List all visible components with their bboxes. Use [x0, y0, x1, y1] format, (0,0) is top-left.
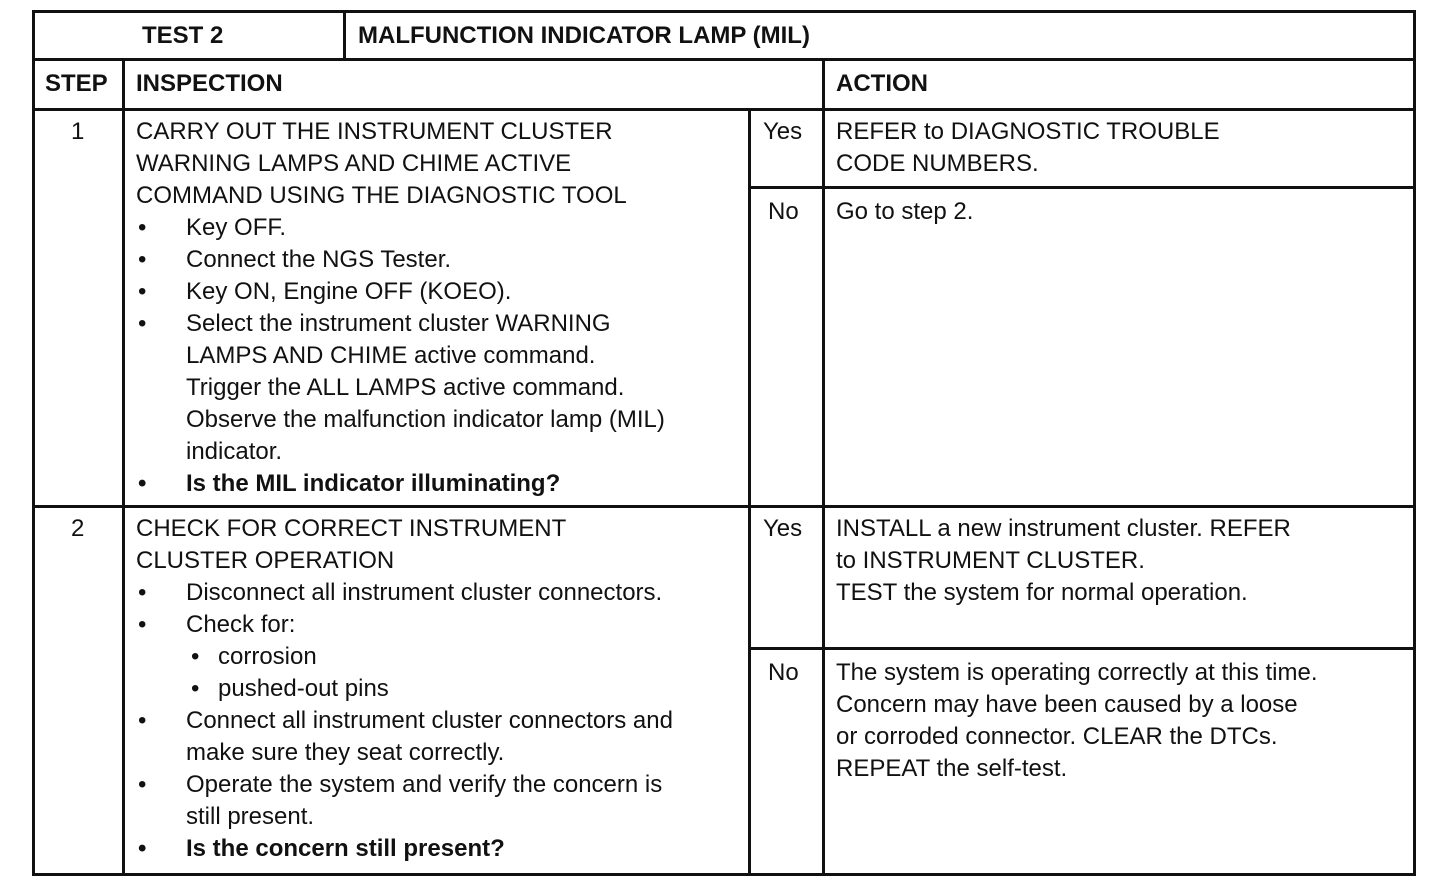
step1-no-action: Go to step 2. — [836, 198, 974, 225]
step2-no-action: The system is operating correctly at this time. Concern may have been caused by a loose or corroded connector. CLEAR the DTCs. REPEAT the self-test. — [836, 659, 1318, 782]
step-title-line: WARNING LAMPS AND CHIME ACTIVE — [136, 150, 572, 177]
bullet-item: • Connect all instrument cluster connectors and make sure they seat correctly. — [136, 705, 673, 769]
sub-bullet-item: • corrosion — [136, 641, 673, 673]
step1-no-action-cell — [822, 186, 1416, 508]
bullet-item: • Check for: — [136, 609, 673, 641]
step-title-line: CLUSTER OPERATION — [136, 547, 395, 574]
step1-inspection — [136, 116, 665, 500]
step2-number: 2 — [71, 515, 85, 542]
bullet-item: • Select the instrument cluster WARNING LAMPS AND CHIME active command. Trigger the ALL LAMPS active command. Observe the malfunction indicator lamp (MIL) indicator. — [136, 308, 665, 468]
step1-number: 1 — [71, 118, 85, 145]
step1-yes-action: REFER to DIAGNOSTIC TROUBLE CODE NUMBERS. — [836, 118, 1220, 177]
step-title-line: CARRY OUT THE INSTRUMENT CLUSTER — [136, 118, 613, 145]
sub-bullet-item: • pushed-out pins — [136, 673, 673, 705]
step2-inspection — [136, 513, 673, 865]
step1-yes-label: Yes — [763, 118, 803, 145]
step-title-line: COMMAND USING THE DIAGNOSTIC TOOL — [136, 182, 627, 209]
step2-number-cell — [32, 505, 125, 876]
step1-no-label: No — [768, 198, 799, 225]
step-question: • Is the MIL indicator illuminating? — [136, 468, 665, 500]
step2-yes-label: Yes — [763, 515, 803, 542]
step-title-line: CHECK FOR CORRECT INSTRUMENT — [136, 515, 567, 542]
bullet-item: • Key ON, Engine OFF (KOEO). — [136, 276, 665, 308]
test-number: TEST 2 — [142, 22, 224, 49]
bullet-item: • Key OFF. — [136, 212, 665, 244]
bullet-item: • Disconnect all instrument cluster connectors. — [136, 577, 673, 609]
step1-no-cell — [748, 186, 825, 508]
action-column-header: ACTION — [836, 70, 928, 97]
step-column-header: STEP — [45, 70, 108, 97]
bullet-item: • Connect the NGS Tester. — [136, 244, 665, 276]
step2-no-label: No — [768, 659, 799, 686]
step1-number-cell — [32, 108, 125, 508]
bullet-item: • Operate the system and verify the concern is still present. — [136, 769, 673, 833]
inspection-column-header: INSPECTION — [136, 70, 283, 97]
step2-yes-action: INSTALL a new instrument cluster. REFER to INSTRUMENT CLUSTER. TEST the system for normal operation. — [836, 515, 1291, 606]
test-title: MALFUNCTION INDICATOR LAMP (MIL) — [358, 22, 810, 49]
step-question: • Is the concern still present? — [136, 833, 673, 865]
